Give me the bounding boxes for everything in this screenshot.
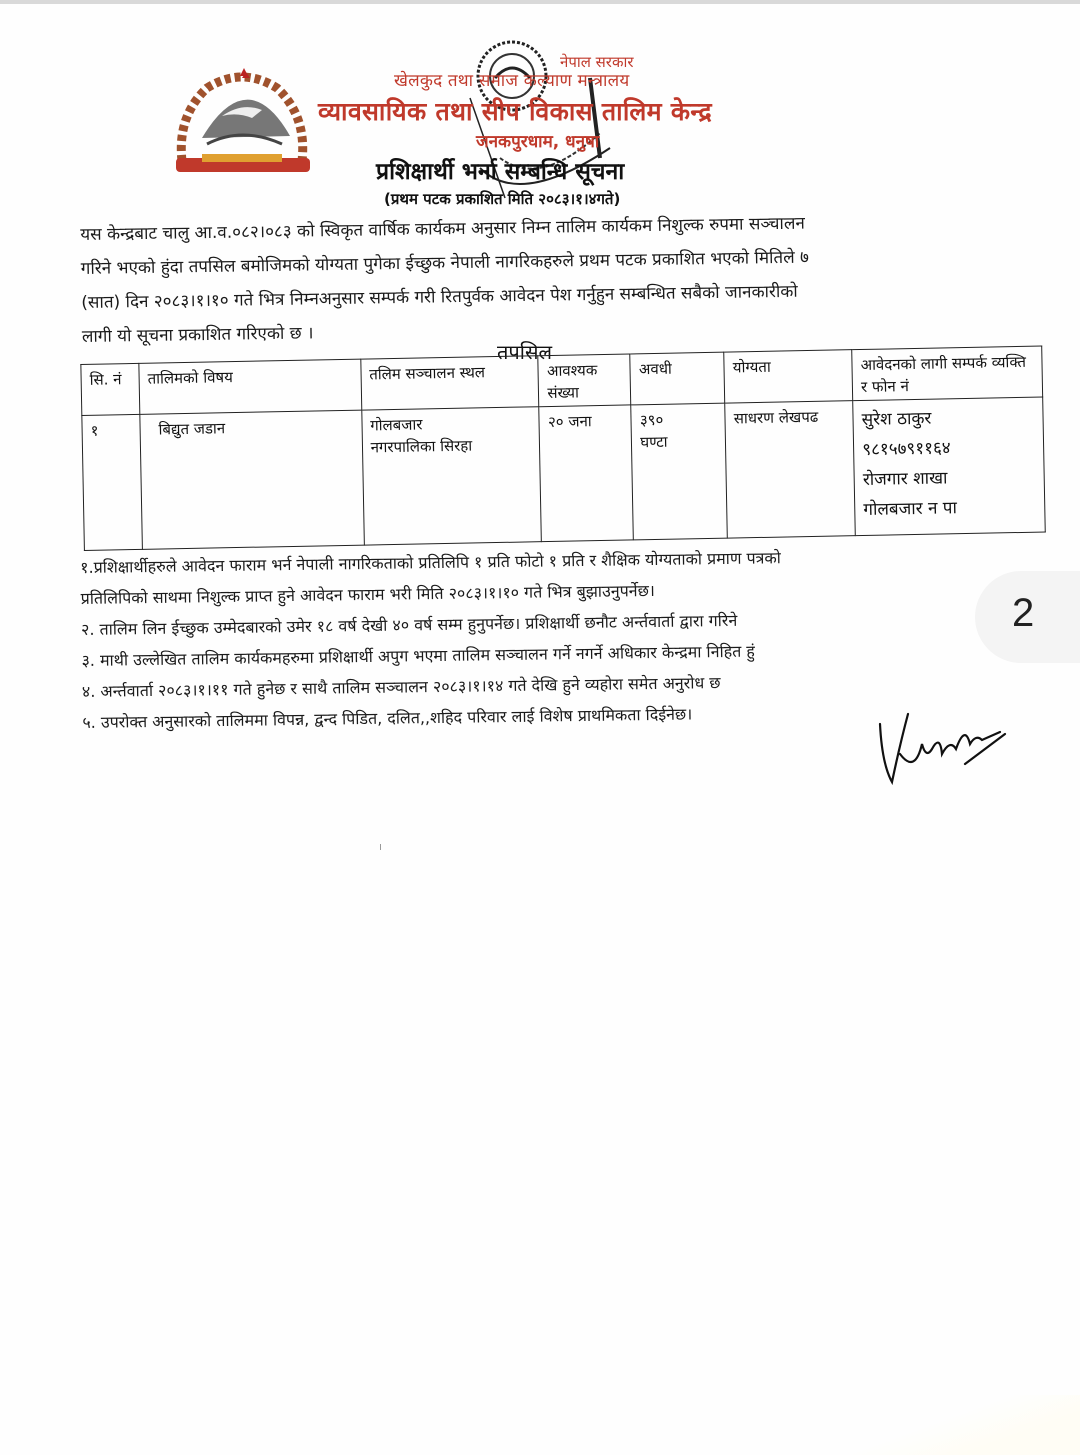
- notice-subtitle: (प्रथम पटक प्रकाशित मिति २०८३।१।४गते): [384, 190, 621, 208]
- subject-text: बिद्युत जडान: [158, 419, 226, 439]
- cell-sn: १: [82, 414, 143, 550]
- page-number-badge: [975, 571, 1080, 663]
- duration-value: ३९०: [639, 410, 664, 430]
- paper-shadow: [850, 1395, 1080, 1455]
- note-item: ४. अर्न्तवार्ता २०८३।१।११ गते हुनेछ र साथै तालिम सञ्चालन २०८३।१।१४ गते देखि हुने व्यहोरा समेत अनुरोध छ: [81, 673, 721, 701]
- header-required: आवश्यक संख्या: [538, 354, 631, 407]
- paragraph-line: गरिने भएको हुंदा तपसिल बमोजिमको योग्यता पुगेका ईच्छुक नेपाली नागरिकहरुले प्रथम पटक प्रकाशित भएको मितिले ७: [80, 247, 810, 279]
- note-item: प्रतिलिपिको साथमा निशुल्क प्राप्त हुने आवेदन फाराम भरी मिति २०८३।१।१० गते भित्र बुझाउनुपर्नेछ।: [80, 580, 656, 608]
- contact-office: गोलबजार न पा: [863, 498, 958, 520]
- paper-speck: [380, 844, 381, 850]
- contact-phone: ९८१५७९११६४: [862, 438, 951, 460]
- header-sn: सि. नं: [81, 363, 140, 415]
- table-row: [82, 397, 1045, 550]
- cell-subject: [140, 410, 364, 549]
- center-name: व्यावसायिक तथा सीप विकास तालिम केन्द्र: [318, 97, 712, 126]
- table-caption: तपसिल: [497, 340, 553, 364]
- contact-name: सुरेश ठाकुर: [861, 408, 932, 431]
- cell-contact: [853, 397, 1045, 536]
- note-item: १.प्रशिक्षार्थीहरुले आवेदन फाराम भर्न नेपाली नागरिकताको प्रतिलिपि १ प्रति फोटो १ प्रति र शैक्षिक योग्यताको प्रमाण पत्रको: [80, 548, 781, 577]
- note-item: २. तालिम लिन ईच्छुक उम्मेदबारको उमेर १८ वर्ष देखी ४० वर्ष सम्म हुनुपर्नेछ। प्रशिक्षार्थी छनौट अर्न्तवार्ता द्वारा गरिने: [80, 610, 738, 639]
- page-number: 2: [1012, 591, 1035, 635]
- notice-title: प्रशिक्षार्थी भर्ना सम्बन्धि सूचना: [376, 159, 625, 185]
- cell-required: २० जना: [539, 405, 634, 542]
- header-venue: तलिम सञ्चालन स्थल: [360, 356, 539, 410]
- header-subject: तालिमको विषय: [139, 359, 362, 414]
- details-table-wrapper: [80, 327, 1049, 550]
- header-qualification: योग्यता: [724, 350, 853, 403]
- note-item: ५. उपरोक्त अनुसारको तालिममा विपन्न, द्वन्द पिडित, दलित,,शहिद परिवार लाई विशेष प्राथमिकता दिईनेछ।: [82, 704, 693, 732]
- center-location: जनकपुरधाम, धनुषा: [476, 132, 600, 152]
- duration-unit: घण्टा: [640, 432, 668, 452]
- venue-line: गोलबजार: [370, 415, 423, 435]
- signature-image: [870, 704, 1010, 794]
- header-contact: आवेदनको लागी सम्पर्क व्यक्ति र फोन नं: [852, 346, 1043, 401]
- paragraph-line: यस केन्द्रबाट चालु आ.व.०८२।०८३ को स्विकृत वार्षिक कार्यकम अनुसार निम्न तालिम कार्यकम निशुल्क रुपमा सञ्चालन: [80, 213, 806, 245]
- document-page: [0, 4, 1080, 1455]
- cell-qualification: साधरण लेखपढ: [725, 401, 855, 538]
- header-duration: अवधी: [630, 352, 725, 405]
- paragraph-line: (सात) दिन २०८३।१।१० गते भित्र निम्नअनुसार सम्पर्क गरी रितपुर्वक आवेदन पेश गर्नुहुन सम्बन्धित सबैको जानकारीको: [81, 281, 798, 313]
- ministry-name: खेलकुद तथा समाज कल्याण मन्त्रालय: [394, 71, 630, 91]
- government-label: नेपाल सरकार: [560, 53, 634, 71]
- contact-branch: रोजगार शाखा: [862, 468, 948, 490]
- details-table: [80, 346, 1045, 551]
- venue-line: नगरपालिका सिरहा: [370, 436, 473, 457]
- cell-duration: [631, 403, 727, 540]
- note-item: ३. माथी उल्लेखित तालिम कार्यकमहरुमा प्रशिक्षार्थी अपुग भएमा तालिम सञ्चालन गर्ने नगर्ने अधिकार केन्द्रमा निहित हुं: [81, 641, 755, 670]
- cell-venue: [361, 407, 541, 545]
- paragraph-line: लागी यो सूचना प्रकाशित गरिएको छ ।: [81, 323, 314, 347]
- nepal-emblem-icon: [172, 66, 314, 178]
